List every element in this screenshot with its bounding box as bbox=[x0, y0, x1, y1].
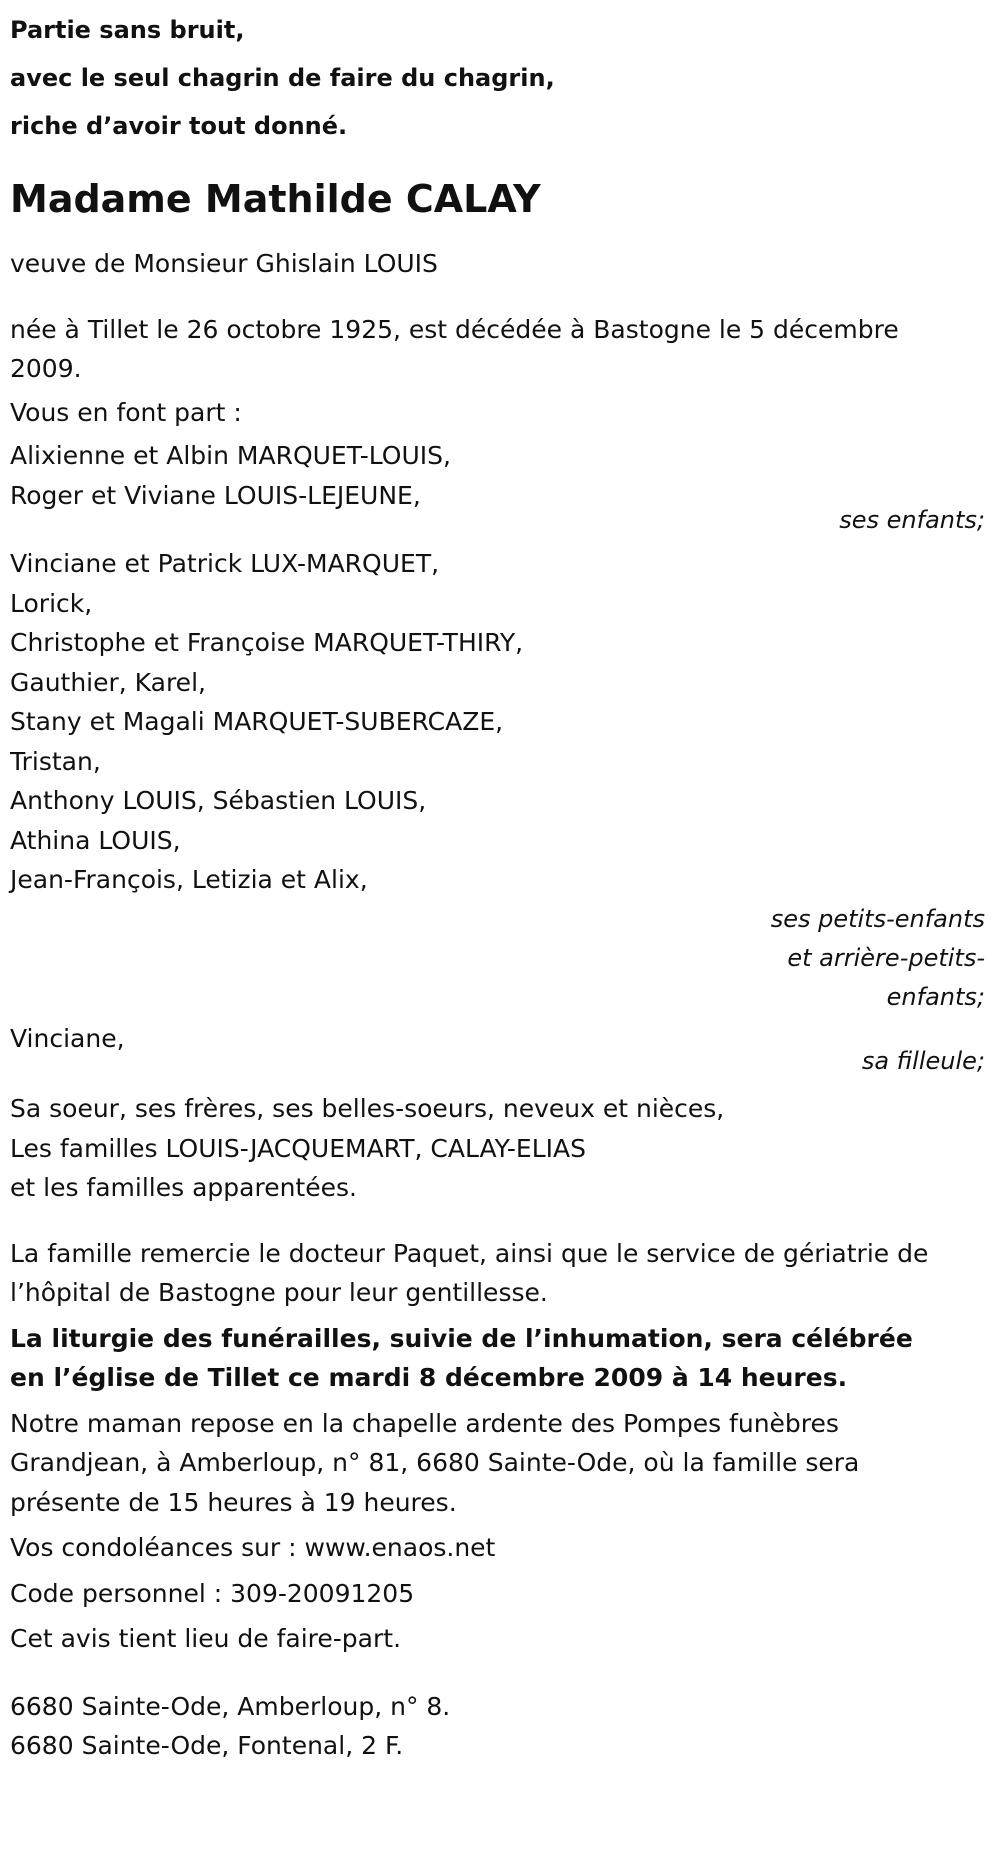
goddaughter-name: Vinciane, bbox=[10, 1023, 125, 1053]
grandchild-name: Athina LOUIS, bbox=[10, 825, 181, 855]
epigraph-line: riche d’avoir tout donné. bbox=[10, 112, 348, 140]
spouse-line: veuve de Monsieur Ghislain LOUIS bbox=[10, 249, 438, 278]
grandchild-name: Christophe et Françoise MARQUET-THIRY, bbox=[10, 628, 524, 657]
chapel-paragraph: Notre maman repose en la chapelle ardente des Pompes funèbres Grandjean, à Amberloup, n° 81, 6680 Sainte-Ode, où la famille sera présente de 15 heures à 19 heures. bbox=[10, 1408, 860, 1517]
epigraph-line: avec le seul chagrin de faire du chagrin, bbox=[10, 64, 555, 92]
grandchild-name: Stany et Magali MARQUET-SUBERCAZE, bbox=[10, 707, 504, 736]
grandchild-name: Gauthier, Karel, bbox=[10, 667, 206, 697]
goddaughter-role: sa filleule; bbox=[861, 1047, 985, 1075]
grandchild-name: Jean-François, Letizia et Alix, bbox=[10, 865, 368, 894]
child-name: Alixienne et Albin MARQUET-LOUIS, bbox=[10, 441, 451, 470]
children-role: ses enfants; bbox=[839, 506, 985, 534]
deceased-name: Madame Mathilde CALAY bbox=[10, 177, 541, 221]
notice-line: Cet avis tient lieu de faire-part. bbox=[10, 1624, 402, 1653]
goddaughter-block bbox=[10, 1019, 985, 1082]
grandchild-name: Lorick, bbox=[10, 588, 93, 618]
family-line: Les familles LOUIS-JACQUEMART, CALAY-ELIAS bbox=[10, 1133, 587, 1163]
children-block bbox=[10, 436, 985, 540]
family-line: Sa soeur, ses frères, ses belles-soeurs, neveux et nièces, bbox=[10, 1094, 725, 1123]
grandchildren-role-line: et arrière-petits- bbox=[787, 943, 985, 972]
child-name: Roger et Viviane LOUIS-LEJEUNE, bbox=[10, 480, 421, 510]
address-line: 6680 Sainte-Ode, Fontenal, 2 F. bbox=[10, 1731, 404, 1760]
grandchild-name: Vinciane et Patrick LUX-MARQUET, bbox=[10, 549, 440, 578]
grandchildren-block bbox=[10, 544, 985, 1017]
family-block bbox=[10, 1089, 985, 1208]
grandchildren-role bbox=[10, 900, 985, 1017]
epigraph-line: Partie sans bruit, bbox=[10, 16, 245, 44]
addresses-block bbox=[10, 1687, 985, 1766]
grandchildren-role-line: ses petits-enfants bbox=[770, 904, 985, 933]
condolences-line: Vos condoléances sur : www.enaos.net bbox=[10, 1533, 496, 1562]
family-line: et les familles apparentées. bbox=[10, 1173, 357, 1202]
grandchildren-role-line: enfants; bbox=[886, 982, 985, 1011]
thanks-paragraph: La famille remercie le docteur Paquet, ainsi que le service de gériatrie de l’hôpital de Bastogne pour leur gentillesse. bbox=[10, 1238, 929, 1307]
obituary-notice bbox=[10, 6, 985, 1766]
epigraph bbox=[10, 6, 985, 150]
funeral-paragraph: La liturgie des funérailles, suivie de l’inhumation, sera célébrée en l’église de Tillet ce mardi 8 décembre 2009 à 14 heures. bbox=[10, 1323, 913, 1392]
code-line: Code personnel : 309-20091205 bbox=[10, 1578, 415, 1608]
announcement-intro: Vous en font part : bbox=[10, 397, 242, 427]
grandchild-name: Anthony LOUIS, Sébastien LOUIS, bbox=[10, 786, 427, 815]
birth-death-line: née à Tillet le 26 octobre 1925, est décédée à Bastogne le 5 décembre 2009. bbox=[10, 314, 899, 383]
address-line: 6680 Sainte-Ode, Amberloup, n° 8. bbox=[10, 1691, 451, 1721]
grandchild-name: Tristan, bbox=[10, 746, 101, 776]
